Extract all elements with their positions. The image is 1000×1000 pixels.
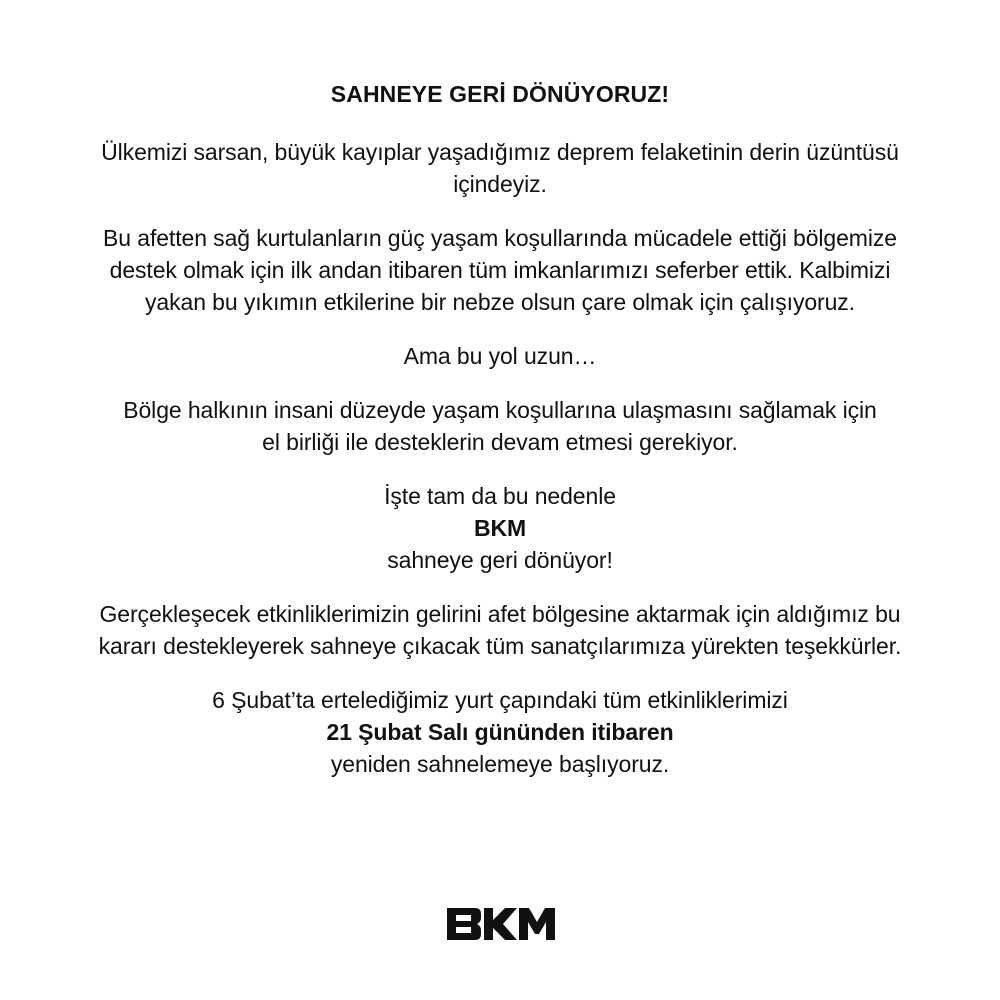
bkm-logo-icon bbox=[447, 908, 555, 940]
paragraph-line: Ama bu yol uzun… bbox=[403, 343, 597, 369]
paragraph-condolence bbox=[40, 136, 960, 200]
paragraph-line: sahneye geri dönüyor! bbox=[387, 547, 613, 573]
announcement-content bbox=[40, 78, 960, 802]
paragraph-bkm-returns bbox=[40, 480, 960, 576]
paragraph-line: Gerçekleşecek etkinliklerimizin gelirini afet bölgesine aktarmak için aldığımız bu bbox=[99, 601, 901, 627]
paragraph-thanks bbox=[40, 598, 960, 662]
paragraph-line: Bölge halkının insani düzeyde yaşam koşullarına ulaşmasını sağlamak için bbox=[123, 397, 877, 423]
paragraph-line: Ülkemizi sarsan, büyük kayıplar yaşadığımız deprem felaketinin derin üzüntüsü bbox=[101, 139, 899, 165]
paragraph-line: 6 Şubat’ta ertelediğimiz yurt çapındaki tüm etkinliklerimizi bbox=[212, 687, 788, 713]
paragraph-support bbox=[40, 222, 960, 318]
paragraph-line: Bu afetten sağ kurtulanların güç yaşam koşullarında mücadele ettiği bölgemize bbox=[103, 225, 897, 251]
announcement-title: SAHNEYE GERİ DÖNÜYORUZ! bbox=[330, 81, 670, 107]
paragraph-schedule bbox=[40, 684, 960, 780]
start-date: 21 Şubat Salı gününden itibaren bbox=[326, 719, 674, 745]
paragraph-line: İşte tam da bu nedenle bbox=[384, 483, 616, 509]
bkm-name: BKM bbox=[473, 515, 527, 541]
paragraph-line: el birliği ile desteklerin devam etmesi gerekiyor. bbox=[262, 429, 738, 455]
paragraph-line: yakan bu yıkımın etkilerine bir nebze olsun çare olmak için çalışıyoruz. bbox=[145, 289, 855, 315]
paragraph-line: yeniden sahnelemeye başlıyoruz. bbox=[330, 751, 670, 777]
paragraph-line: kararı destekleyerek sahneye çıkacak tüm sanatçılarımıza yürekten teşekkürler. bbox=[98, 633, 902, 659]
paragraph-long-road bbox=[40, 340, 960, 372]
paragraph-line: destek olmak için ilk andan itibaren tüm imkanlarımızı seferber ettik. Kalbimizi bbox=[109, 257, 891, 283]
paragraph-line: içindeyiz. bbox=[453, 171, 547, 197]
paragraph-solidarity bbox=[40, 394, 960, 458]
